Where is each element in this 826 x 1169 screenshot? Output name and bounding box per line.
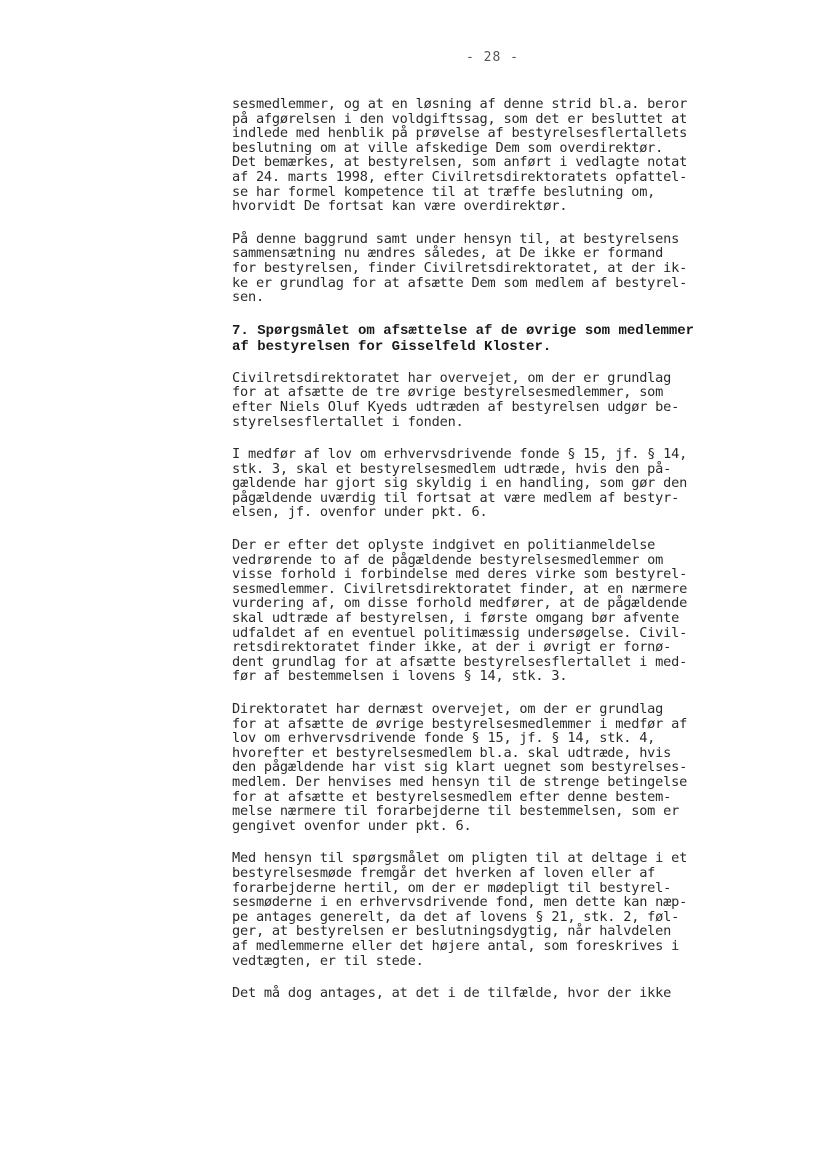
text-line: forarbejderne hertil, om der er mødepligt til bestyrel- [232,879,672,896]
paragraph [232,232,812,305]
text-line: retsdirektoratet finder ikke, at der i øvrigt er fornø- [232,639,672,656]
text-line: Med hensyn til spørgsmålet om pligten til at deltage i et [232,850,688,867]
text-line: se har formel kompetence til at træffe beslutning om, [232,183,656,200]
text-line: for bestyrelsen, finder Civilretsdirektoratet, at der ik- [232,259,688,276]
text-line: for at afsætte et bestyrelsesmedlem efter denne bestem- [232,788,672,805]
text-line: udfaldet af en eventuel politimæssig undersøgelse. Civil- [232,624,688,641]
text-line: før af bestemmelsen i lovens § 14, stk. 3. [232,668,568,685]
text-line: Det bemærkes, at bestyrelsen, som anført i vedlagte notat [232,154,688,171]
text-line: den pågældende har vist sig klart uegnet som bestyrelses- [232,759,688,776]
paragraphs-after-heading [232,371,812,1001]
page-number: - 28 - [466,50,519,65]
text-line: I medfør af lov om erhvervsdrivende fonde § 15, jf. § 14, [232,446,688,463]
text-line: vedrørende to af de pågældende bestyrelsesmedlemmer om [232,551,664,568]
text-line: stk. 3, skal et bestyrelsesmedlem udtræde, hvis den på- [232,460,672,477]
text-line: elsen, jf. ovenfor under pkt. 6. [232,504,488,521]
text-line: gældende har gjort sig skyldig i en handling, som gør den [232,475,688,492]
paragraph [232,371,812,429]
text-line: melse nærmere til forarbejderne til bestemmelsen, som er [232,803,680,820]
text-line: vedtægten, er til stede. [232,952,424,969]
text-line: ke er grundlag for at afsætte Dem som medlem af bestyrel- [232,274,688,291]
text-line: sammensætning nu ændres således, at De ikke er formand [232,245,664,262]
text-line: bestyrelsesmøde fremgår det hverken af loven eller af [232,864,656,881]
section-heading [232,323,812,355]
text-line: for at afsætte de tre øvrige bestyrelsesmedlemmer, som [232,384,664,401]
text-line: sen. [232,289,264,306]
paragraph [232,851,812,968]
text-line: vurdering af, om disse forhold medfører, at de pågældende [232,595,688,612]
text-line: beslutning om at ville afskedige Dem som overdirektør. [232,139,664,156]
heading-line: af bestyrelsen for Gisselfeld Kloster. [232,338,552,355]
text-line: styrelsesflertallet i fonden. [232,413,464,430]
text-line: medlem. Der henvises med hensyn til de strenge betingelse [232,773,688,790]
heading-line: 7. Spørgsmålet om afsættelse af de øvrige som medlemmer [232,322,695,339]
text-line: Direktoratet har dernæst overvejet, om der er grundlag [232,701,664,717]
paragraph [232,702,812,833]
paragraph [232,447,812,520]
paragraph [232,538,812,684]
text-line: Civilretsdirektoratet har overvejet, om der er grundlag [232,369,672,386]
document-body [232,97,812,1019]
text-line: ger, at bestyrelsen er beslutningsdygtig, når halvdelen [232,923,672,940]
text-line: af medlemmerne eller det højere antal, som foreskrives i [232,937,680,954]
text-line: pågældende uværdig til fortsat at være medlem af bestyr- [232,489,680,506]
text-line: sesmøderne i en erhvervsdrivende fond, men dette kan næp- [232,894,688,911]
text-line: Der er efter det oplyste indgivet en politianmeldelse [232,537,656,554]
text-line: visse forhold i forbindelse med deres virke som bestyrel- [232,566,688,583]
text-line: efter Niels Oluf Kyeds udtræden af bestyrelsen udgør be- [232,398,680,415]
text-line: sesmedlemmer. Civilretsdirektoratet finder, at en nærmere [232,580,688,597]
paragraph [232,986,812,1001]
text-line: på afgørelsen i den voldgiftssag, som det er besluttet at [232,110,688,127]
text-line: dent grundlag for at afsætte bestyrelsesflertallet i med- [232,653,688,670]
text-line: for at afsætte de øvrige bestyrelsesmedlemmer i medfør af [232,715,688,732]
text-line: lov om erhvervsdrivende fonde § 15, jf. § 14, stk. 4, [232,730,656,747]
text-line: På denne baggrund samt under hensyn til, at bestyrelsens [232,230,680,247]
paragraphs-before-heading [232,97,812,305]
text-line: hvorvidt De fortsat kan være overdirektør. [232,198,568,215]
text-line: sesmedlemmer, og at en løsning af denne strid bl.a. beror [232,96,688,112]
text-line: skal udtræde af bestyrelsen, i første omgang bør afvente [232,610,680,627]
text-line: Det må dog antages, at det i de tilfælde, hvor der ikke [232,985,672,1002]
text-line: indlede med henblik på prøvelse af bestyrelsesflertallets [232,125,688,142]
text-line: pe antages generelt, da det af lovens § 21, stk. 2, føl- [232,908,680,925]
text-line: gengivet ovenfor under pkt. 6. [232,817,472,834]
text-line: hvorefter et bestyrelsesmedlem bl.a. skal udtræde, hvis [232,744,672,761]
text-line: af 24. marts 1998, efter Civilretsdirektoratets opfattel- [232,168,688,185]
paragraph [232,97,812,214]
